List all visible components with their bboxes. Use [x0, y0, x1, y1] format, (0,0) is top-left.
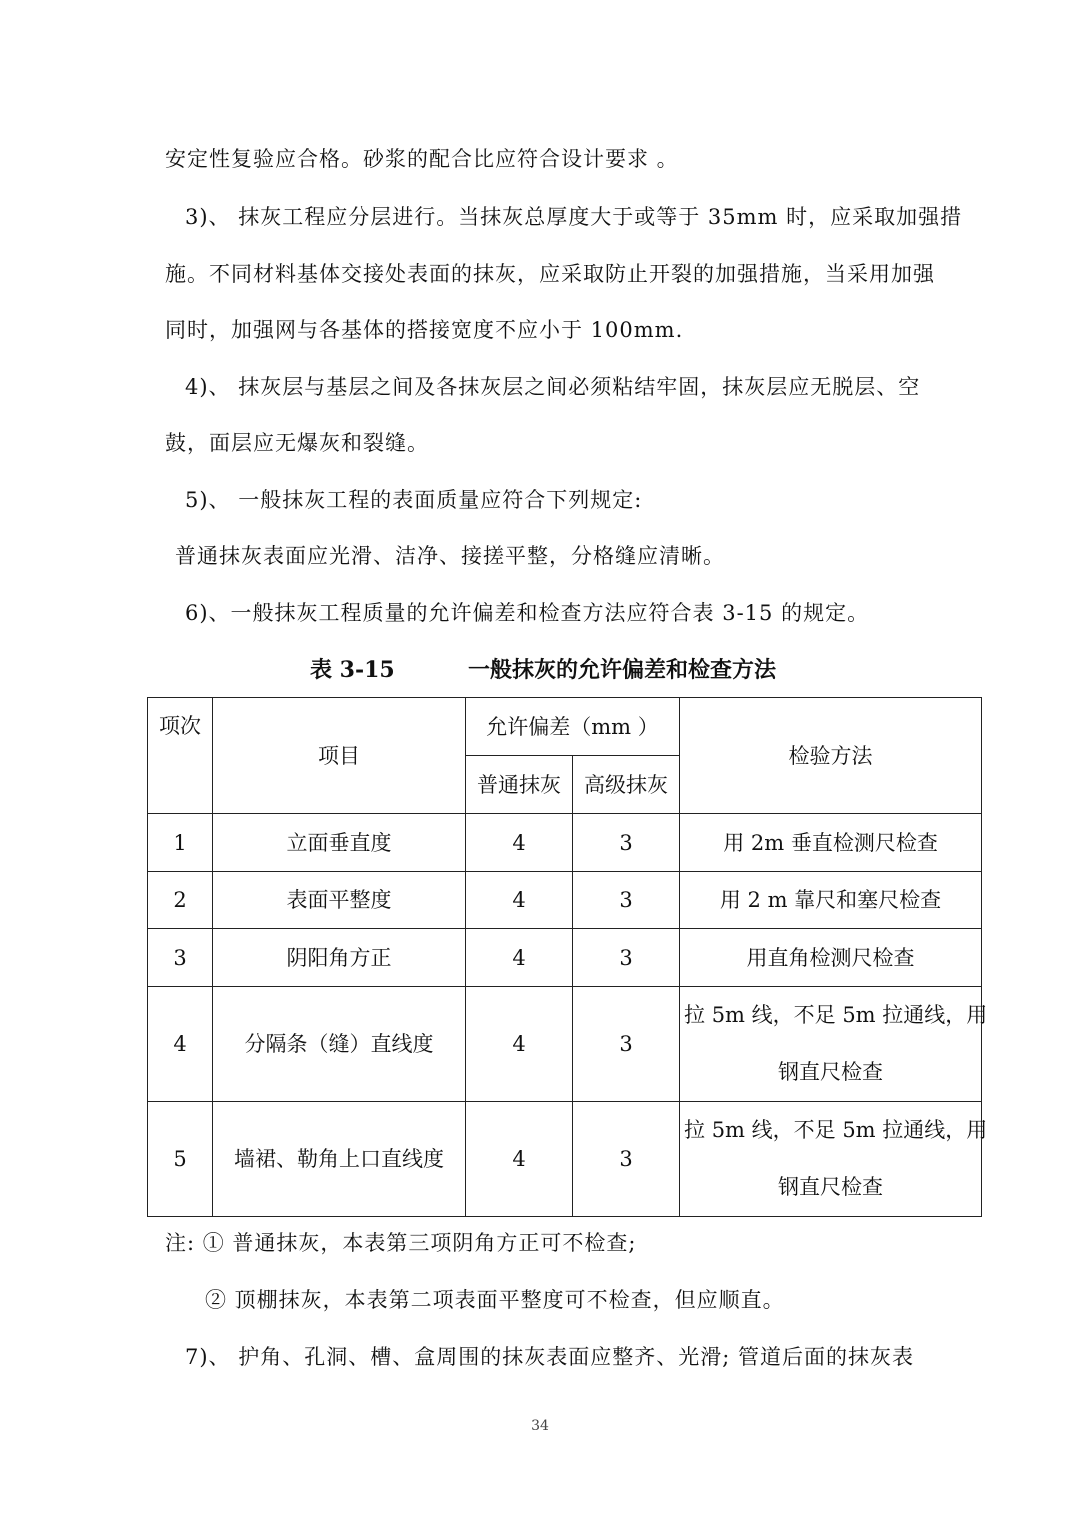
header-advanced: 高级抹灰: [573, 756, 680, 814]
paragraph-line: 普通抹灰表面应光滑、洁净、接搓平整，分格缝应清晰。: [175, 544, 725, 568]
cell-method-line: 拉 5m 线，不足 5m 拉通线，用: [684, 1118, 988, 1142]
cell-method: 用直角检测尺检查: [680, 929, 982, 987]
cell-index: 1: [148, 814, 213, 872]
cell-item: 分隔条（缝）直线度: [213, 987, 466, 1102]
header-item: 项目: [213, 698, 466, 814]
cell-index: 4: [148, 987, 213, 1102]
cell-method-line: 拉 5m 线，不足 5m 拉通线，用: [684, 1003, 988, 1027]
cell-index: 2: [148, 872, 213, 929]
cell-ordinary: 4: [466, 929, 573, 987]
note-line: ② 顶棚抹灰，本表第二项表面平整度可不检查，但应顺直。: [205, 1288, 785, 1312]
cell-item: 表面平整度: [213, 872, 466, 929]
paragraph-line: 3)、 抹灰工程应分层进行。当抹灰总厚度大于或等于 35mm 时，应采取加强措: [185, 205, 963, 229]
cell-method: [680, 987, 988, 1102]
cell-method: 用 2m 垂直检测尺检查: [680, 814, 982, 872]
header-tolerance: 允许偏差（mm ）: [466, 698, 680, 756]
paragraph-line: 同时，加强网与各基体的搭接宽度不应小于 100mm.: [165, 318, 684, 342]
cell-advanced: 3: [573, 1102, 680, 1217]
cell-method: 用 2 m 靠尺和塞尺检查: [680, 872, 982, 929]
note-line: 注: ① 普通抹灰，本表第三项阴角方正可不检查;: [165, 1231, 637, 1255]
cell-method: [680, 1102, 988, 1217]
header-method: 检验方法: [680, 698, 982, 814]
tolerance-table: [147, 697, 988, 1217]
header-index: 项次: [148, 698, 213, 814]
cell-index: 3: [148, 929, 213, 987]
paragraph-line: 4)、 抹灰层与基层之间及各抹灰层之间必须粘结牢固，抹灰层应无脱层、空: [185, 375, 921, 399]
paragraph-line: 鼓，面层应无爆灰和裂缝。: [165, 431, 429, 455]
cell-ordinary: 4: [466, 814, 573, 872]
cell-item: 立面垂直度: [213, 814, 466, 872]
cell-ordinary: 4: [466, 872, 573, 929]
paragraph-line: 施。不同材料基体交接处表面的抹灰，应采取防止开裂的加强措施，当采用加强: [165, 262, 935, 286]
cell-method-line: 钢直尺检查: [778, 1175, 884, 1199]
paragraph-line: 安定性复验应合格。砂浆的配合比应符合设计要求 。: [165, 147, 679, 171]
cell-method-line: 钢直尺检查: [778, 1060, 884, 1084]
cell-ordinary: 4: [466, 1102, 573, 1217]
cell-index: 5: [148, 1102, 213, 1217]
paragraph-line: 5)、 一般抹灰工程的表面质量应符合下列规定:: [185, 488, 643, 512]
table-row: [148, 814, 982, 872]
cell-ordinary: 4: [466, 987, 573, 1102]
table-row: [148, 1102, 982, 1217]
cell-advanced: 3: [573, 814, 680, 872]
table-row: [148, 872, 982, 929]
paragraph-line: 7)、 护角、孔洞、槽、盒周围的抹灰表面应整齐、光滑; 管道后面的抹灰表: [185, 1345, 914, 1369]
table-header-row: [148, 698, 982, 756]
table-caption-title: 一般抹灰的允许偏差和检查方法: [468, 657, 777, 683]
paragraph-line: 6)、一般抹灰工程质量的允许偏差和检查方法应符合表 3-15 的规定。: [185, 601, 870, 625]
cell-advanced: 3: [573, 987, 680, 1102]
page-number: 34: [531, 1418, 549, 1434]
cell-advanced: 3: [573, 872, 680, 929]
cell-item: 阴阳角方正: [213, 929, 466, 987]
cell-item: 墙裙、勒角上口直线度: [213, 1102, 466, 1217]
header-ordinary: 普通抹灰: [466, 756, 573, 814]
table-row: [148, 987, 982, 1102]
table-row: [148, 929, 982, 987]
cell-advanced: 3: [573, 929, 680, 987]
table-caption-number: 表 3-15: [310, 657, 395, 683]
